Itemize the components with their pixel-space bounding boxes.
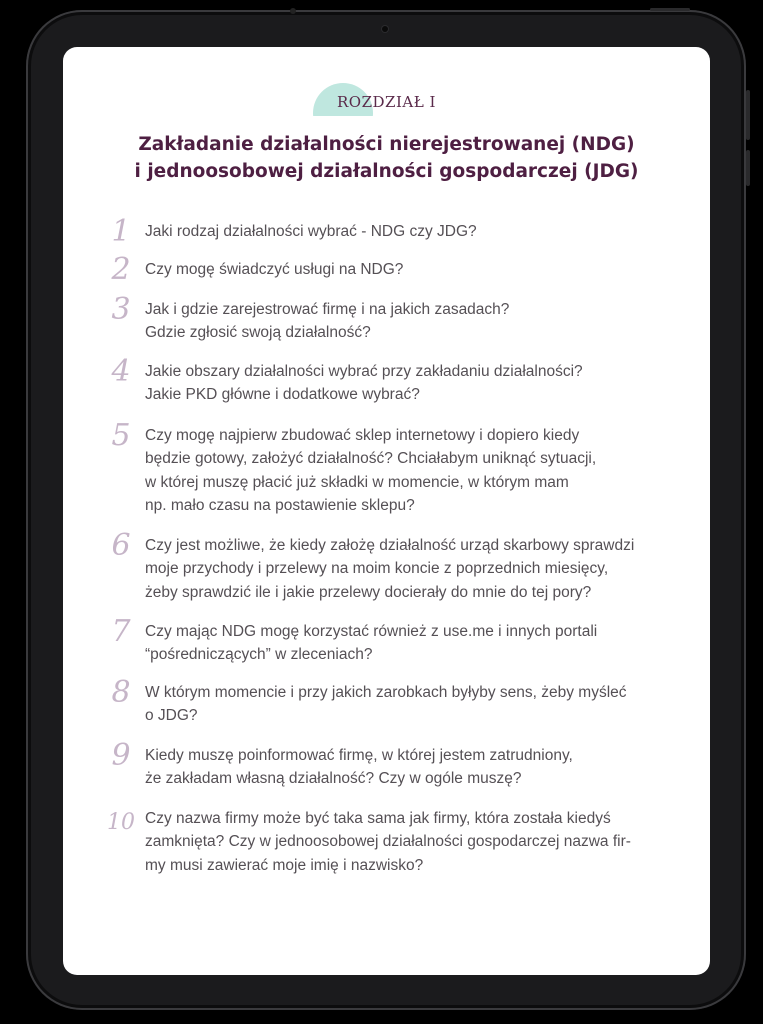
question-line: żeby sprawdzić ile i jakie przelewy docierały do mnie do tej pory? <box>145 583 592 601</box>
question-line: Kiedy muszę poinformować firmę, w której jestem zatrudniony, <box>145 747 573 764</box>
question-line: “pośredniczących” w zleceniach? <box>145 646 373 664</box>
question-number: 7 <box>111 614 131 649</box>
question-line: zamknięta? Czy w jednoosobowej działalności gospodarczej nazwa fir- <box>145 833 631 851</box>
question-number: 10 <box>107 810 135 835</box>
question-text <box>145 360 665 407</box>
question-line: Czy mając NDG mogę korzystać również z use.me i innych portali <box>145 623 598 640</box>
question-line: że zakładam własną działalność? Czy w ogóle muszę? <box>145 770 522 788</box>
question-line: Czy mogę świadczyć usługi na NDG? <box>145 261 404 278</box>
question-line: my musi zawierać moje imię i nazwisko? <box>145 856 424 874</box>
question-line: moje przychody i przelewy na moim koncie z poprzednich miesięcy, <box>145 560 609 578</box>
question-number: 4 <box>111 354 131 389</box>
question-line: Gdzie zgłosić swoją działalność? <box>145 324 371 342</box>
question-line: np. mało czasu na postawienie sklepu? <box>145 496 415 514</box>
question-number: 6 <box>111 528 131 563</box>
question-text <box>145 424 665 517</box>
question-text <box>145 744 665 791</box>
question-text <box>145 534 665 604</box>
question-line: Czy mogę najpierw zbudować sklep internetowy i dopiero kiedy <box>145 427 580 444</box>
tablet-volume-down-button <box>746 150 750 186</box>
chapter-heading <box>63 89 710 115</box>
question-text <box>145 807 665 877</box>
question-line: o JDG? <box>145 707 198 725</box>
question-number: 2 <box>111 252 131 287</box>
question-line: Jak i gdzie zarejestrować firmę i na jakich zasadach? <box>145 301 510 318</box>
question-line: Czy jest możliwe, że kiedy założę działalność urząd skarbowy sprawdzi <box>145 537 635 554</box>
question-text <box>145 258 665 281</box>
page-title <box>83 131 690 185</box>
question-line: w której muszę płacić już składki w momencie, w którym mam <box>145 473 569 491</box>
question-number: 8 <box>111 675 131 710</box>
question-number: 5 <box>111 418 131 453</box>
question-line: Czy nazwa firmy może być taka sama jak firmy, która została kiedyś <box>145 810 611 827</box>
question-number: 9 <box>111 738 131 773</box>
question-text <box>145 681 665 728</box>
tablet-top-dot <box>290 8 296 14</box>
question-line: będzie gotowy, założyć działalność? Chciałabym uniknąć sytuacji, <box>145 450 597 468</box>
page-title-line-2: i jednoosobowej działalności gospodarczej (JDG) <box>134 161 639 182</box>
question-number: 3 <box>111 292 131 327</box>
question-text <box>145 620 665 667</box>
page-title-line-1: Zakładanie działalności nierejestrowanej (NDG) <box>138 134 635 155</box>
question-text <box>145 298 665 345</box>
question-line: Jakie PKD główne i dodatkowe wybrać? <box>145 386 420 404</box>
question-line: W którym momencie i przy jakich zarobkach byłyby sens, żeby myśleć <box>145 684 627 701</box>
question-line: Jaki rodzaj działalności wybrać - NDG czy JDG? <box>145 223 477 240</box>
question-text <box>145 220 665 243</box>
question-number: 1 <box>111 214 131 249</box>
front-camera <box>382 26 388 32</box>
tablet-power-button <box>650 8 690 11</box>
chapter-label: ROZDZIAŁ I <box>337 93 436 111</box>
tablet-volume-up-button <box>746 90 750 140</box>
question-line: Jakie obszary działalności wybrać przy zakładaniu działalności? <box>145 363 583 380</box>
document-page <box>63 47 710 975</box>
